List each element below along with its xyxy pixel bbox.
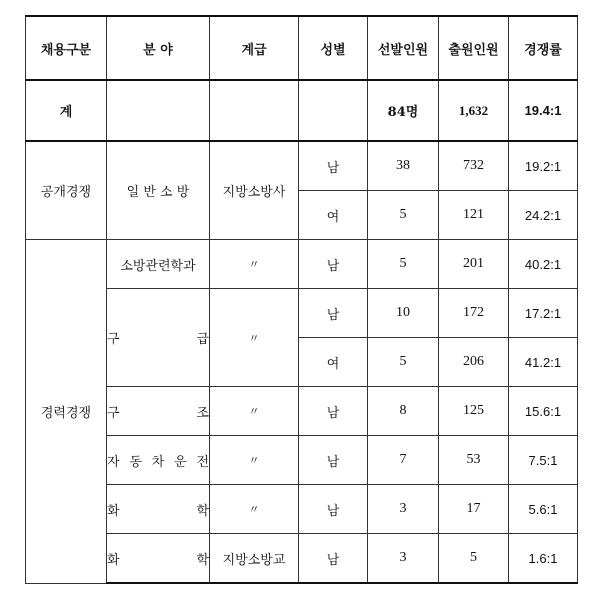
applicants-cell: 125	[439, 387, 509, 436]
gender-cell: 여	[299, 338, 368, 387]
total-label: 계	[26, 80, 107, 141]
field-cell: 자 동 차 운 전	[107, 436, 210, 485]
gender-cell: 남	[299, 436, 368, 485]
ratio-cell: 17.2:1	[509, 289, 578, 338]
gender-cell: 남	[299, 289, 368, 338]
ratio-cell: 24.2:1	[509, 191, 578, 240]
selected-cell: 5	[368, 338, 439, 387]
applicants-cell: 201	[439, 240, 509, 289]
group-career: 경력경쟁	[26, 240, 107, 584]
ditto-mark: 〃	[210, 436, 299, 485]
gender-cell: 남	[299, 387, 368, 436]
field-cell: 화 학	[107, 534, 210, 584]
ratio-cell: 1.6:1	[509, 534, 578, 584]
ditto-mark: 〃	[210, 240, 299, 289]
ratio-cell: 5.6:1	[509, 485, 578, 534]
applicants-cell: 121	[439, 191, 509, 240]
table-row	[26, 436, 578, 485]
table-row	[26, 289, 578, 338]
col-header-grade: 계급	[210, 16, 299, 80]
ratio-cell: 15.6:1	[509, 387, 578, 436]
grade-cell: 지방소방사	[210, 141, 299, 240]
field-cell: 소방관련학과	[107, 240, 210, 289]
ditto-mark: 〃	[210, 289, 299, 387]
col-header-gender: 성별	[299, 16, 368, 80]
selected-cell: 7	[368, 436, 439, 485]
table-row	[26, 485, 578, 534]
field-cell: 구 조	[107, 387, 210, 436]
selected-cell: 10	[368, 289, 439, 338]
col-header-applicants: 출원인원	[439, 16, 509, 80]
gender-cell: 남	[299, 485, 368, 534]
selected-cell: 38	[368, 141, 439, 191]
group-open: 공개경쟁	[26, 141, 107, 240]
col-header-ratio: 경쟁률	[509, 16, 578, 80]
applicants-cell: 206	[439, 338, 509, 387]
field-cell: 일 반 소 방	[107, 141, 210, 240]
total-empty-grade	[210, 80, 299, 141]
ditto-mark: 〃	[210, 485, 299, 534]
col-header-field: 분 야	[107, 16, 210, 80]
table-row	[26, 534, 578, 584]
grade-cell: 지방소방교	[210, 534, 299, 584]
total-empty-gender	[299, 80, 368, 141]
ditto-mark: 〃	[210, 387, 299, 436]
total-empty-field	[107, 80, 210, 141]
total-row	[26, 80, 578, 141]
field-cell: 구 급	[107, 289, 210, 387]
gender-cell: 남	[299, 141, 368, 191]
col-header-type: 채용구분	[26, 16, 107, 80]
total-selected: 84명	[368, 80, 439, 141]
table-row	[26, 141, 578, 191]
gender-cell: 여	[299, 191, 368, 240]
applicants-cell: 17	[439, 485, 509, 534]
selected-cell: 3	[368, 485, 439, 534]
ratio-cell: 7.5:1	[509, 436, 578, 485]
field-cell: 화 학	[107, 485, 210, 534]
header-row	[26, 16, 578, 80]
table-row	[26, 387, 578, 436]
selected-cell: 3	[368, 534, 439, 584]
total-applicants: 1,632	[439, 80, 509, 141]
applicants-cell: 732	[439, 141, 509, 191]
selected-cell: 5	[368, 240, 439, 289]
applicants-cell: 53	[439, 436, 509, 485]
ratio-cell: 19.2:1	[509, 141, 578, 191]
recruitment-table	[25, 15, 578, 584]
gender-cell: 남	[299, 534, 368, 584]
col-header-selected: 선발인원	[368, 16, 439, 80]
applicants-cell: 5	[439, 534, 509, 584]
applicants-cell: 172	[439, 289, 509, 338]
ratio-cell: 41.2:1	[509, 338, 578, 387]
total-ratio: 19.4:1	[509, 80, 578, 141]
selected-cell: 5	[368, 191, 439, 240]
table-row	[26, 240, 578, 289]
selected-cell: 8	[368, 387, 439, 436]
gender-cell: 남	[299, 240, 368, 289]
ratio-cell: 40.2:1	[509, 240, 578, 289]
